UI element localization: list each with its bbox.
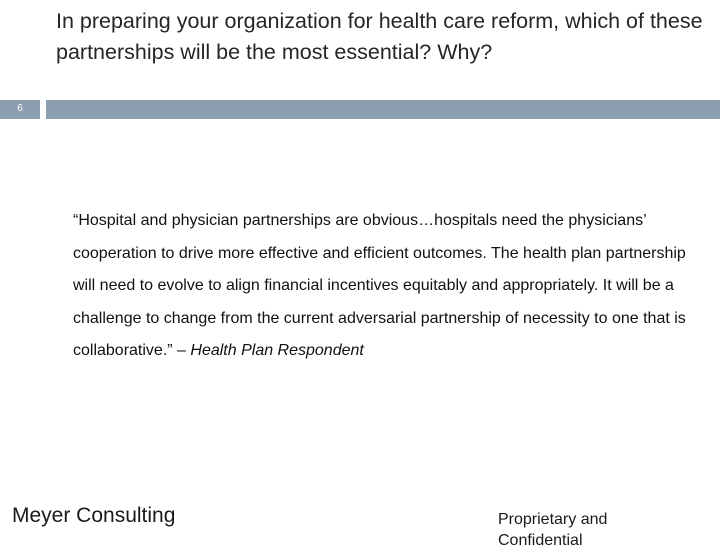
footer-confidentiality-notice: Proprietary and Confidential: [498, 511, 608, 549]
quote-text: “Hospital and physician partnerships are obvious…hospitals need the physicians’ cooperation to drive more effective and efficient outcomes. The health plan partnership will need to evolve to align financial incentives equitably and appropriately. It will be a challenge to change from the current adversarial partnership of necessity to one that is collaborative.” –: [73, 212, 686, 359]
footer-company-name: Meyer Consulting: [12, 504, 176, 527]
slide-title: In preparing your organization for health care reform, which of these partnerships will be the most essential? Why?: [56, 9, 703, 64]
quote-attribution: Health Plan Respondent: [190, 342, 364, 359]
divider-rule: [46, 100, 720, 119]
slide-number: 6: [0, 100, 40, 119]
title-divider-bar: [0, 100, 720, 119]
respondent-quote: [73, 205, 693, 368]
